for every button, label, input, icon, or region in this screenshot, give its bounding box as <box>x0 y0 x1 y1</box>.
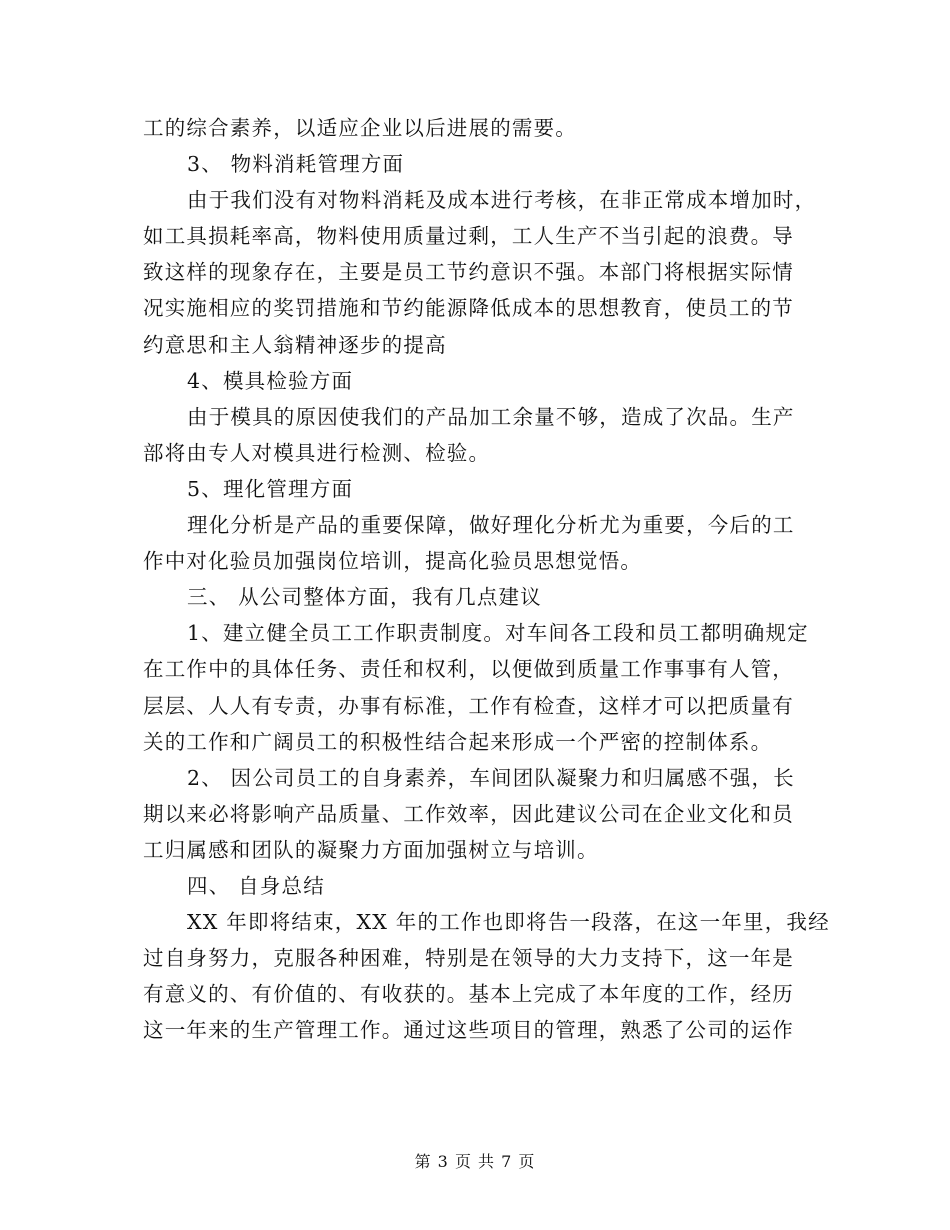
text-line: 工归属感和团队的凝聚力方面加强树立与培训。 <box>143 837 599 862</box>
text-line: XX 年即将结束，XX 年的工作也即将告一段落，在这一年里，我经 <box>187 910 830 935</box>
text-line: 约意思和主人翁精神逐步的提高 <box>143 332 447 357</box>
text-line: 致这样的现象存在，主要是员工节约意识不强。本部门将根据实际情 <box>143 260 794 285</box>
text-line: 层层、人人有专责，办事有标准，工作有检查，这样才可以把质量有 <box>143 693 794 718</box>
page-number-footer: 第 3 页 共 7 页 <box>414 1152 536 1171</box>
heading-material-consumption: 3、 物料消耗管理方面 <box>187 152 405 177</box>
text-line: 1、建立健全员工工作职责制度。对车间各工段和员工都明确规定 <box>187 621 809 646</box>
text-line: 如工具损耗率高，物料使用质量过剩，工人生产不当引起的浪费。导 <box>143 224 794 249</box>
text-line: 关的工作和广阔员工的积极性结合起来形成一个严密的控制体系。 <box>143 729 773 754</box>
body-text <box>143 110 830 1048</box>
heading-self-summary: 四、 自身总结 <box>187 873 325 898</box>
heading-mold-inspection: 4、模具检验方面 <box>187 368 354 393</box>
text-line: 理化分析是产品的重要保障，做好理化分析尤为重要，今后的工 <box>187 513 795 538</box>
heading-physical-chemical: 5、理化管理方面 <box>187 476 354 501</box>
text-line: 由于我们没有对物料消耗及成本进行考核，在非正常成本增加时， <box>187 188 817 213</box>
text-line: 部将由专人对模具进行检测、检验。 <box>143 440 491 465</box>
text-line: 况实施相应的奖罚措施和节约能源降低成本的思想教育，使员工的节 <box>143 296 794 321</box>
text-line: 过自身努力，克服各种困难，特别是在领导的大力支持下，这一年是 <box>143 946 794 971</box>
text-line: 作中对化验员加强岗位培训，提高化验员思想觉悟。 <box>143 549 643 574</box>
text-line: 有意义的、有价值的、有收获的。基本上完成了本年度的工作，经历 <box>143 982 794 1007</box>
text-line: 2、 因公司员工的自身素养，车间团队凝聚力和归属感不强，长 <box>187 765 795 790</box>
text-line: 工的综合素养，以适应企业以后进展的需要。 <box>143 116 577 140</box>
text-line: 这一年来的生产管理工作。通过这些项目的管理，熟悉了公司的运作 <box>143 1018 794 1043</box>
heading-company-suggestions: 三、 从公司整体方面，我有几点建议 <box>187 585 542 610</box>
text-line: 在工作中的具体任务、责任和权利，以便做到质量工作事事有人管， <box>143 657 794 682</box>
text-line: 期以来必将影响产品质量、工作效率，因此建议公司在企业文化和员 <box>143 801 794 826</box>
text-line: 由于模具的原因使我们的产品加工余量不够，造成了次品。生产 <box>187 404 795 429</box>
